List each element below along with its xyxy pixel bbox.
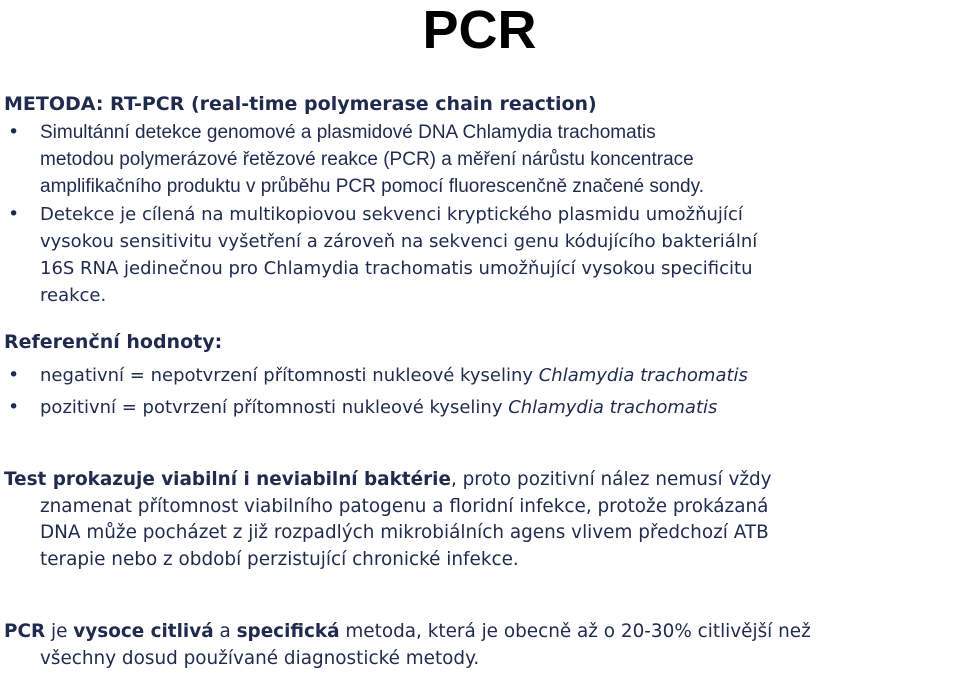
method-bullet-1-line-3: amplifikačního produktu v průběhu PCR pomocí fluorescenčně značené sondy. bbox=[40, 176, 704, 197]
summary-line-2: všechny dosud používané diagnostické metody. bbox=[40, 647, 480, 669]
summary-a: a bbox=[213, 621, 237, 642]
bullet-dot: • bbox=[8, 396, 20, 418]
test-note bbox=[0, 467, 959, 573]
summary-pcr: PCR bbox=[4, 621, 46, 642]
page-title: PCR bbox=[422, 0, 537, 60]
reference-section bbox=[0, 330, 959, 421]
summary-vysoce-citliva: vysoce citlivá bbox=[73, 621, 214, 642]
summary bbox=[0, 619, 959, 672]
reference-positive-text: pozitivní = potvrzení přítomnosti nukleové kyseliny bbox=[40, 397, 509, 418]
test-note-line-2: znamenat přítomnost viabilního patogenu a floridní infekce, protože prokázaná bbox=[40, 495, 769, 517]
method-bullet-1 bbox=[0, 119, 959, 200]
test-note-line-4: terapie nebo z období perzistující chronické infekce. bbox=[40, 548, 519, 570]
reference-negative-species: Chlamydia trachomatis bbox=[538, 365, 748, 386]
method-bullet-2-line-1: Detekce je cílená na multikopiovou sekvenci kryptického plasmidu umožňující bbox=[40, 204, 743, 225]
test-note-bold-lead: Test prokazuje viabilní i neviabilní baktérie bbox=[4, 469, 451, 490]
test-note-line-1-rest: , proto pozitivní nález nemusí vždy bbox=[450, 469, 772, 490]
method-heading: METODA: RT-PCR (real-time polymerase chain reaction) bbox=[4, 93, 597, 115]
method-bullet-2-line-2: vysokou sensitivitu vyšetření a zároveň na sekvenci genu kódujícího bakteriální bbox=[40, 231, 758, 252]
reference-negative-text: negativní = nepotvrzení přítomnosti nukleové kyseliny bbox=[40, 365, 539, 386]
test-note-line-3: DNA může pocházet z již rozpadlých mikrobiálních agens vlivem předchozí ATB bbox=[40, 522, 769, 543]
summary-je: je bbox=[45, 621, 74, 642]
method-bullet-2 bbox=[0, 201, 959, 309]
bullet-dot: • bbox=[8, 121, 20, 143]
method-bullet-1-line-2: metodou polymerázové řetězové reakce (PCR) a měření nárůstu koncentrace bbox=[40, 149, 694, 170]
reference-heading: Referenční hodnoty: bbox=[4, 331, 223, 353]
bullet-dot: • bbox=[8, 203, 20, 225]
method-section bbox=[0, 92, 959, 309]
method-bullet-2-line-4: reakce. bbox=[40, 285, 107, 306]
bullet-dot: • bbox=[8, 364, 20, 386]
reference-positive-species: Chlamydia trachomatis bbox=[508, 397, 718, 418]
reference-positive bbox=[0, 394, 959, 421]
summary-line-1-rest: metoda, která je obecně až o 20-30% citlivější než bbox=[339, 621, 811, 642]
reference-negative bbox=[0, 362, 959, 389]
method-bullet-1-line-1: Simultánní detekce genomové a plasmidové DNA Chlamydia trachomatis bbox=[40, 122, 656, 143]
summary-specificka: specifická bbox=[236, 621, 340, 642]
method-bullet-2-line-3: 16S RNA jedinečnou pro Chlamydia trachomatis umožňující vysokou specificitu bbox=[40, 258, 753, 279]
